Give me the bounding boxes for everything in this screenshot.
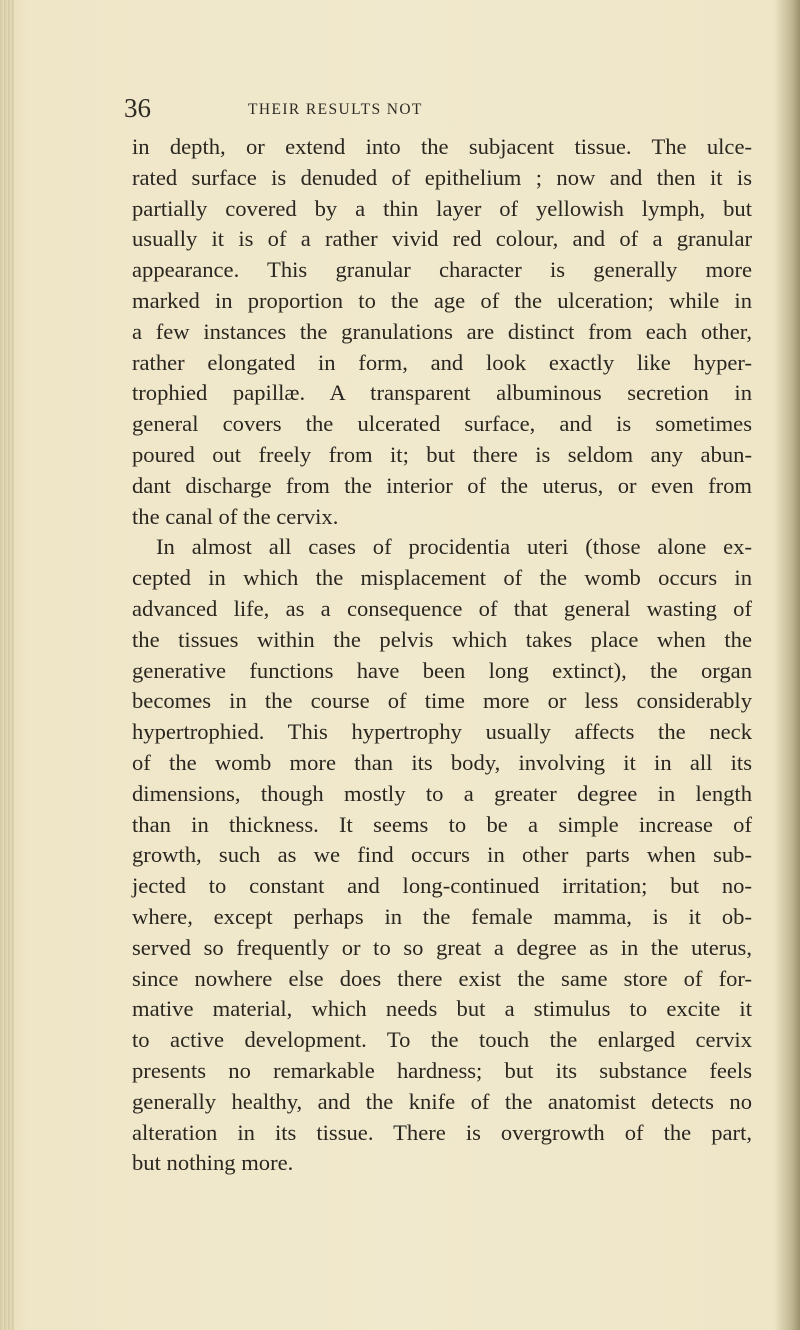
text-line: where, except perhaps in the female mamma, is it ob- <box>132 903 752 929</box>
body-text <box>132 132 752 1179</box>
text-line: generally healthy, and the knife of the anatomist detects no <box>132 1088 752 1114</box>
text-line: advanced life, as a consequence of that general wasting of <box>132 595 752 621</box>
page-number: 36 <box>124 93 151 123</box>
text-line: in depth, or extend into the subjacent tissue. The ulce- <box>132 134 752 159</box>
text-line: alteration in its tissue. There is overgrowth of the part, <box>132 1119 752 1145</box>
text-line: of the womb more than its body, involving it in all its <box>132 749 752 775</box>
running-head: THEIR RESULTS NOT <box>248 101 423 118</box>
text-line: rated surface is denuded of epithelium ; now and then it is <box>132 164 752 190</box>
page-edge-shadow <box>774 0 800 1330</box>
text-line: mative material, which needs but a stimulus to excite it <box>132 996 752 1022</box>
text-line: trophied papillæ. A transparent albuminous secretion in <box>132 380 752 406</box>
text-line: than in thickness. It seems to be a simple increase of <box>132 811 752 837</box>
text-line: marked in proportion to the age of the ulceration; while in <box>132 287 752 313</box>
text-line: a few instances the granulations are distinct from each other, <box>132 318 752 344</box>
text-line: dant discharge from the interior of the uterus, or even from <box>132 472 752 498</box>
text-line: cepted in which the misplacement of the womb occurs in <box>132 565 752 591</box>
text-line: appearance. This granular character is generally more <box>132 257 752 283</box>
paragraph-end-line: but nothing more. <box>132 1150 294 1176</box>
text-line: presents no remarkable hardness; but its substance feels <box>132 1057 752 1083</box>
text-line: served so frequently or to so great a degree as in the uterus, <box>132 934 752 960</box>
text-line: general covers the ulcerated surface, and is sometimes <box>132 411 752 437</box>
text-line: poured out freely from it; but there is seldom any abun- <box>132 441 752 467</box>
page-gutter-edge <box>0 0 14 1330</box>
text-line: rather elongated in form, and look exactly like hyper- <box>132 349 752 375</box>
text-line: growth, such as we find occurs in other parts when sub- <box>132 842 752 868</box>
text-line: dimensions, though mostly to a greater degree in length <box>132 780 752 806</box>
text-line: becomes in the course of time more or less considerably <box>132 688 752 714</box>
text-line: since nowhere else does there exist the same store of for- <box>132 965 752 991</box>
text-line: the tissues within the pelvis which takes place when the <box>132 626 752 652</box>
text-line: generative functions have been long extinct), the organ <box>132 657 752 683</box>
text-line: jected to constant and long-continued irritation; but no- <box>132 873 752 899</box>
text-line: usually it is of a rather vivid red colour, and of a granular <box>132 226 752 252</box>
paragraph-end-line: the canal of the cervix. <box>132 503 339 529</box>
text-line: hypertrophied. This hypertrophy usually affects the neck <box>132 719 752 745</box>
text-line: to active development. To the touch the enlarged cervix <box>132 1027 752 1053</box>
text-line: partially covered by a thin layer of yellowish lymph, but <box>132 195 752 221</box>
paragraph-start-line: In almost all cases of procidentia uteri (those alone ex- <box>156 534 752 560</box>
